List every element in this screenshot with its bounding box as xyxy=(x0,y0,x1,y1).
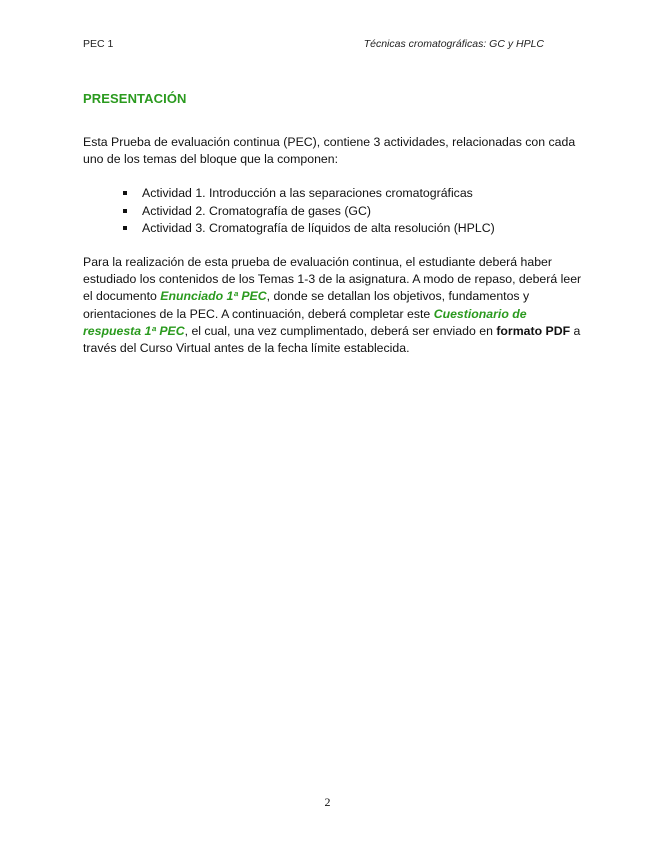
enunciado-doc-reference: Enunciado 1ª PEC xyxy=(160,289,267,304)
section-title: PRESENTACIÓN xyxy=(83,91,187,106)
header-left-text: PEC 1 xyxy=(83,38,114,50)
instructions-paragraph xyxy=(83,254,583,357)
bullet-icon xyxy=(123,209,127,213)
list-item xyxy=(83,185,583,202)
instructions-text-4: a través del Curso Virtual antes de la fecha límite establecida. xyxy=(83,323,581,356)
bullet-icon xyxy=(123,226,127,230)
list-item xyxy=(83,220,583,237)
bullet-icon xyxy=(123,191,127,195)
page-number: 2 xyxy=(324,795,331,809)
header-right-text: Técnicas cromatográficas: GC y HPLC xyxy=(363,38,544,50)
document-body xyxy=(83,134,583,357)
cuestionario-doc-reference: Cuestionario de respuesta 1ª PEC xyxy=(83,306,527,338)
intro-paragraph: Esta Prueba de evaluación continua (PEC), contiene 3 actividades, relacionadas con cada uno de los temas del bloque que la componen: xyxy=(83,135,576,167)
activity-label: Actividad 3. Cromatografía de líquidos de alta resolución (HPLC) xyxy=(142,220,495,235)
activities-list xyxy=(83,185,583,237)
format-pdf-text: formato PDF xyxy=(496,323,571,338)
instructions-text-2: , donde se detallan los objetivos, fundamentos y orientaciones de la PEC. A continuación, deberá completar este xyxy=(83,289,530,321)
list-item xyxy=(83,203,583,220)
activity-label: Actividad 2. Cromatografía de gases (GC) xyxy=(142,203,371,218)
instructions-text-3: , el cual, una vez cumplimentado, deberá ser enviado en xyxy=(184,323,497,338)
activity-label: Actividad 1. Introducción a las separaciones cromatográficas xyxy=(142,186,473,201)
instructions-text-1: Para la realización de esta prueba de evaluación continua, el estudiante deberá haber estudiado los contenidos de los Temas 1-3 de la asignatura. A modo de repaso, deberá leer el documento xyxy=(83,255,582,304)
